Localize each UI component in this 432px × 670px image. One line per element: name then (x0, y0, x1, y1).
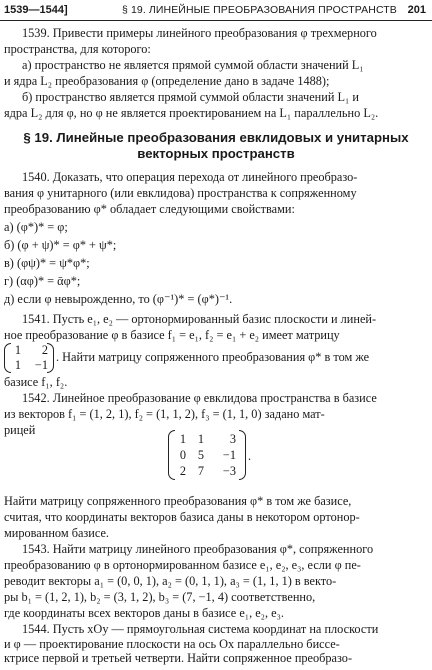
problem-1543-line-3: реводит векторы a₁ = (0, 0, 1), a₂ = (0, 1, 1), a₃ = (1, 1, 1) в векто- (4, 574, 337, 588)
problem-1539-line-2: пространства, для которого: (4, 42, 151, 56)
page-number: 201 (407, 4, 426, 16)
header-section-title: § 19. ЛИНЕЙНЫЕ ПРЕОБРАЗОВАНИЯ ПРОСТРАНСТВ (122, 4, 397, 16)
problem-1543-line-1: 1543. Найти матрицу линейного преобразования φ*, сопряженного (22, 542, 374, 556)
matrix-cell: −1 (34, 358, 48, 372)
matrix-right-bracket (239, 430, 246, 480)
matrix-right-bracket (47, 343, 54, 373)
problem-1542-line-6: мированном базисе. (4, 526, 109, 540)
problem-1540-line-1: 1540. Доказать, что операция перехода от линейного преобразо- (22, 170, 358, 184)
problem-1542-line-5: считая, что координаты векторов базиса даны в некотором ортонор- (4, 510, 360, 524)
problem-1541-line-2: ное преобразование φ в базисе f₁ = e₁, f₂ = e₁ + e₂ имеет матрицу (4, 328, 340, 342)
problem-1542-line-3: рицей (4, 423, 36, 437)
matrix-cell: 0 (179, 448, 186, 462)
problem-1540-line-2: вания φ унитарного (или евклидова) пространства к сопряженному (4, 186, 357, 200)
problem-1540-item-v: в) (φψ)* = ψ*φ*; (4, 256, 90, 270)
problem-1543-line-5: где координаты всех векторов даны в базисе e₁, e₂, e₃. (4, 606, 284, 620)
section-heading-line-1: § 19. Линейные преобразования евклидовых и унитарных (23, 130, 409, 145)
header-problem-range: 1539—1544] (4, 4, 68, 16)
problem-1542-line-1: 1542. Линейное преобразование φ евклидова пространства в базисе (22, 391, 377, 405)
problem-1540-item-g: г) (αφ)* = ᾱφ*; (4, 274, 81, 288)
problem-1539-line-4: и ядра L₂ преобразования φ (определение дано в задаче 1488); (4, 74, 330, 88)
matrix-cell: −1 (222, 448, 236, 462)
section-heading-line-2: векторных пространств (137, 146, 295, 161)
header-rule (0, 20, 432, 21)
matrix-2x2 (4, 343, 54, 373)
problem-1542-line-2: из векторов f₁ = (1, 2, 1), f₂ = (1, 1, 2), f₃ = (1, 1, 0) задано мат- (4, 407, 325, 421)
problem-1539-line-5: б) пространство является прямой суммой области значений L₁ и (22, 90, 359, 104)
matrix-left-bracket (4, 343, 11, 373)
problem-1543-line-2: преобразованию φ в ортонормированном базисе e₁, e₂, e₃, если φ пе- (4, 558, 361, 572)
matrix-cell: 1 (179, 432, 186, 446)
problem-1544-line-1: 1544. Пусть xOy — прямоугольная система координат на плоскости (22, 622, 379, 636)
matrix-cell: 2 (179, 464, 186, 478)
problem-1540-line-3: преобразованию φ* обладает следующими свойствами: (4, 202, 295, 216)
matrix-cell: 1 (14, 358, 21, 372)
matrix-3x3-period: . (248, 449, 252, 463)
problem-1543-line-4: ры b₁ = (1, 2, 1), b₂ = (3, 1, 2), b₃ = (7, −1, 4) соответственно, (4, 590, 316, 604)
problem-1542-line-4: Найти матрицу сопряженного преобразования φ* в том же базисе, (4, 494, 352, 508)
problem-1544-line-2: и φ — проектирование плоскости на ось Ox параллельно биссе- (4, 637, 340, 651)
matrix-cell: 2 (41, 343, 48, 357)
problem-1540-item-a: а) (φ*)* = φ; (4, 220, 68, 234)
problem-1540-item-d: д) если φ невырожденно, то (φ⁻¹)* = (φ*)⁻¹. (4, 292, 233, 306)
problem-1541-line-4: базисе f₁, f₂. (4, 375, 68, 389)
running-header (4, 4, 426, 20)
problem-1539-line-3: а) пространство не является прямой суммой области значений L₁ (22, 58, 364, 72)
matrix-cell: 1 (14, 343, 21, 357)
problem-1539-line-1: 1539. Привести примеры линейного преобразования φ трехмерного (22, 26, 377, 40)
problem-1540-item-b: б) (φ + ψ)* = φ* + ψ*; (4, 238, 117, 252)
problem-1541-line-3: . Найти матрицу сопряженного преобразования φ* в том же (56, 350, 370, 364)
problem-1544-line-3: ктрисе первой и третьей четверти. Найти сопряженное преобразо- (4, 651, 353, 665)
matrix-cell: 5 (197, 448, 204, 462)
matrix-cell: 1 (197, 432, 204, 446)
matrix-cell: 7 (197, 464, 204, 478)
matrix-left-bracket (168, 430, 175, 480)
problem-1539-line-6: ядра L₂ для φ, но φ не является проектированием на L₁ параллельно L₂. (4, 106, 379, 120)
problem-1541-line-1: 1541. Пусть e₁, e₂ — ортонормированный базис плоскости и линей- (22, 312, 377, 326)
matrix-cell: 3 (229, 432, 236, 446)
matrix-3x3 (168, 430, 246, 480)
matrix-cell: −3 (222, 464, 236, 478)
